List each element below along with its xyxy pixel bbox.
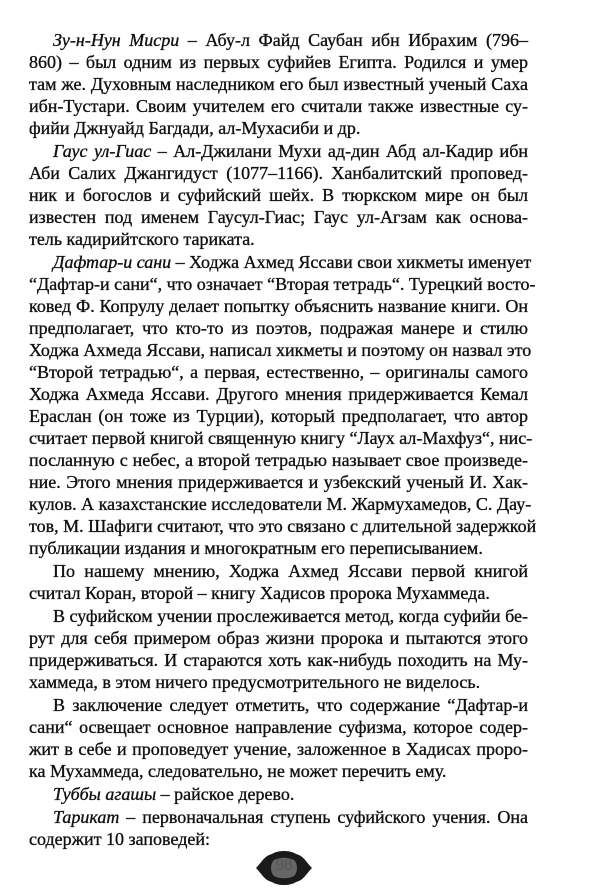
glossary-term: Туббы агашы (53, 784, 157, 804)
line-text: ние. Этого мнения придерживается и узбекский ученый И. Хак- (29, 472, 528, 492)
paragraph (29, 251, 537, 559)
text-line (29, 339, 532, 361)
text-line (29, 649, 528, 671)
text-line (29, 471, 528, 493)
line-text: рут для себя примером образ жизни пророка и пытаются этого (29, 628, 528, 648)
line-text: придерживаться. И стараются хоть как-нибудь походить на Му- (29, 650, 528, 670)
text-line (29, 560, 528, 582)
text-line (29, 716, 528, 738)
line-text: Ходжа Ахмеда Яссави. Другого мнения придерживается Кемал (29, 384, 528, 404)
line-text: ка Мухаммеда, следовательно, не может перечить ему. (29, 761, 447, 781)
paragraph (29, 29, 528, 139)
line-text: считал Коран, второй – книгу Хадисов пророка Мухаммеда. (29, 583, 490, 603)
text-line (29, 317, 528, 339)
line-text: ник и богослов и суфийский шейх. В тюркском мире он был (29, 185, 528, 205)
line-text: ковед Ф. Копрулу делает попытку объяснить название книги. Он (29, 296, 528, 316)
line-text: там же. Духовным наследником его был известный ученый Саха (29, 74, 528, 94)
text-line (29, 449, 528, 471)
line-text: известен под именем Гаусул-Гиас; Гаус ул-Агзам как основа- (29, 207, 528, 227)
line-text: – Абу-л Файд Саубан ибн Ибрахим (796– (179, 30, 528, 50)
line-text: жит в себе и проповедует учение, заложенное в Хадисах проро- (29, 739, 528, 759)
line-text: хаммеда, в этом ничего предусмотрительного не виделось. (29, 672, 481, 692)
page-text (29, 28, 537, 850)
line-text: ибн-Тустари. Своим учителем его считали также известные су- (29, 96, 528, 116)
line-text: – Ходжа Ахмед Яссави свои хикметы именует (171, 252, 532, 272)
paragraph (29, 560, 528, 604)
text-line (29, 184, 528, 206)
text-line (29, 760, 528, 782)
text-line (29, 783, 528, 805)
page-number: 98 (275, 855, 293, 874)
text-line (29, 828, 528, 850)
text-line (29, 51, 528, 73)
glossary-term: Дафтар-и сани (53, 252, 172, 272)
line-text: Аби Салих Джангидуст (1077–1166). Ханбалитский проповед- (29, 163, 528, 183)
text-line (29, 627, 528, 649)
line-text: предполагает, что кто-то из поэтов, подражая манере и стилю (29, 318, 528, 338)
text-line (29, 605, 528, 627)
text-line (29, 117, 528, 139)
line-text: По нашему мнению, Ходжа Ахмед Яссави первой книгой (53, 561, 528, 581)
glossary-term: Гаус ул-Гиас (53, 141, 152, 161)
line-text: сани“ освещает основное направление суфизма, которое содер- (29, 717, 528, 737)
line-text: считает первой книгой священную книгу “Лаух ал-Махфуз“, нис- (29, 428, 533, 448)
text-line (29, 140, 528, 162)
text-line (29, 273, 536, 295)
text-line (29, 295, 528, 317)
text-line (29, 95, 528, 117)
text-line (29, 383, 528, 405)
line-text: публикации издания и многократным его переписыванием. (29, 538, 483, 558)
page-number-ornament (254, 848, 314, 888)
line-text: фийи Джнуайд Багдади, ал-Мухасиби и др. (29, 118, 361, 138)
line-text: “Дафтар-и сани“, что означает “Вторая тетрадь“. Турецкий восто- (29, 274, 536, 294)
line-text: 860) – был одним из первых суфийев Египта. Родился и умер (29, 52, 528, 72)
text-line (29, 228, 528, 250)
text-line (29, 537, 528, 559)
line-text: Ераслан (он тоже из Турции), который предполагает, что автор (29, 406, 528, 426)
text-line (29, 515, 537, 537)
text-line (29, 206, 528, 228)
paragraph (29, 140, 528, 250)
text-line (29, 29, 528, 51)
text-line (29, 806, 528, 828)
glossary-term: Зу-н-Нун Мисри (53, 30, 180, 50)
line-text: Ходжа Ахмеда Яссави, написал хикметы и поэтому он назвал это (29, 340, 532, 360)
line-text: “Второй тетрадью“, а первая, естественно, – оригиналы самого (29, 362, 528, 382)
text-line (29, 251, 532, 273)
line-text: В суфийском учении прослеживается метод, когда суфийи бе- (53, 606, 528, 626)
text-line (29, 427, 533, 449)
text-line (29, 493, 532, 515)
text-line (29, 361, 528, 383)
line-text: содержит 10 заповедей: (29, 829, 210, 849)
text-line (29, 73, 528, 95)
paragraph (29, 605, 528, 693)
paragraph (29, 694, 528, 782)
text-line (29, 671, 528, 693)
line-text: – райское дерево. (156, 784, 295, 804)
text-line (29, 694, 528, 716)
line-text: тель кадирийтского тариката. (29, 229, 255, 249)
text-line (29, 582, 528, 604)
line-text: – первоначальная ступень суфийского учения. Она (119, 807, 528, 827)
paragraph (29, 806, 528, 850)
text-line (29, 162, 528, 184)
text-line (29, 738, 528, 760)
text-line (29, 405, 528, 427)
line-text: посланную с небес, а второй тетрадью называет свое произведе- (29, 450, 528, 470)
line-text: В заключение следует отметить, что содержание “Дафтар-и (53, 695, 528, 715)
paragraph (29, 783, 528, 805)
line-text: – Ал-Джилани Мухи ад-дин Абд ал-Кадир ибн (151, 141, 528, 161)
line-text: тов, М. Шафиги считают, что это связано с длительной задержкой (29, 516, 537, 536)
glossary-term: Тарикат (53, 807, 120, 827)
line-text: кулов. А казахстанские исследователи М. Жармухамедов, С. Дау- (29, 494, 532, 514)
